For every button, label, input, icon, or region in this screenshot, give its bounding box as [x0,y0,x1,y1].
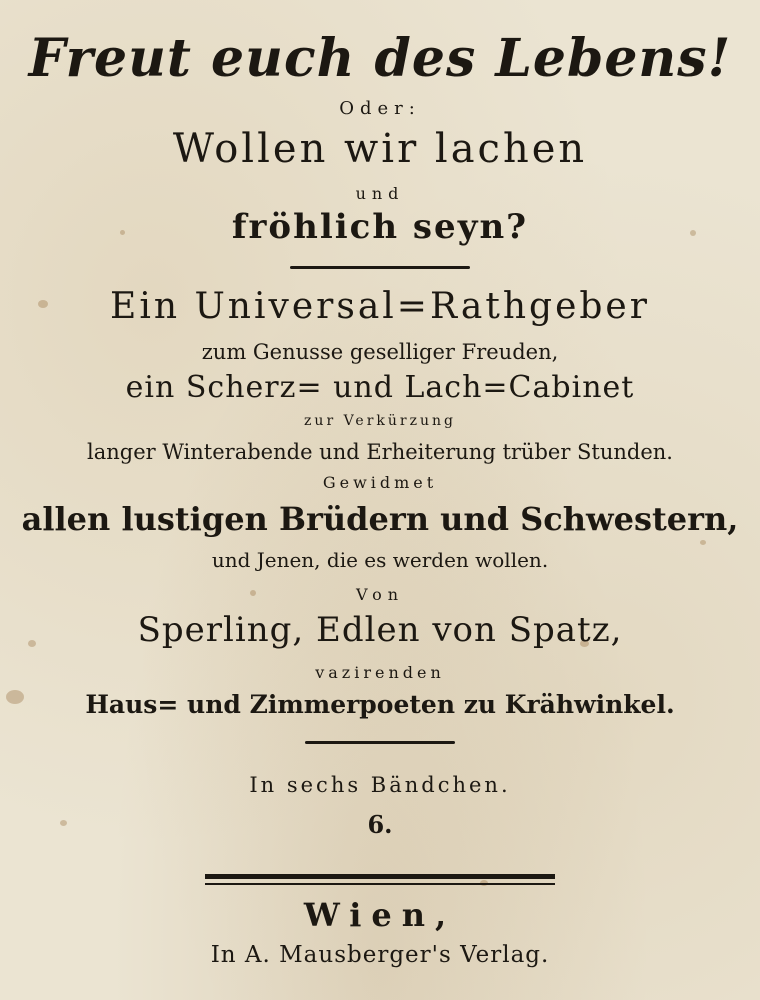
oder-label: Oder: [339,98,421,119]
description-line-2: zum Genusse geselliger Freuden, [201,340,559,364]
author-name: Sperling, Edlen von Spatz, [137,610,623,650]
description-line-4: zur Verkürzung [304,413,456,429]
ornamental-rule [290,266,470,269]
double-rule-bottom [205,883,555,885]
subtitle-first: Wollen wir lachen [172,126,588,172]
von-label: Von [355,585,405,604]
paper-stain [700,540,706,545]
subtitle-second: fröhlich seyn? [231,207,529,247]
dedication-line-2: und Jenen, die es werden wollen. [211,548,549,572]
double-rule-top [205,874,555,879]
author-description-2: Haus= und Zimmerpoeten zu Krähwinkel. [85,690,675,719]
dedication-line-1: allen lustigen Brüdern und Schwestern, [21,500,739,538]
author-description-1: vazirenden [315,663,445,682]
gewidmet-label: Gewidmet [322,473,438,492]
description-line-5: langer Winterabende und Erheiterung trüber Stunden. [87,440,673,464]
ornamental-rule [305,741,455,744]
volumes-line: In sechs Bändchen. [249,773,511,797]
place-of-publication: Wien, [303,896,457,934]
book-title: Freut euch des Lebens! [28,28,732,89]
description-line-3: ein Scherz= und Lach=Cabinet [125,370,635,405]
und-label: und [355,184,405,203]
publisher: In A. Mausberger's Verlag. [210,942,550,968]
volume-number: 6. [367,810,393,839]
description-line-1: Ein Universal=Rathgeber [110,286,650,327]
